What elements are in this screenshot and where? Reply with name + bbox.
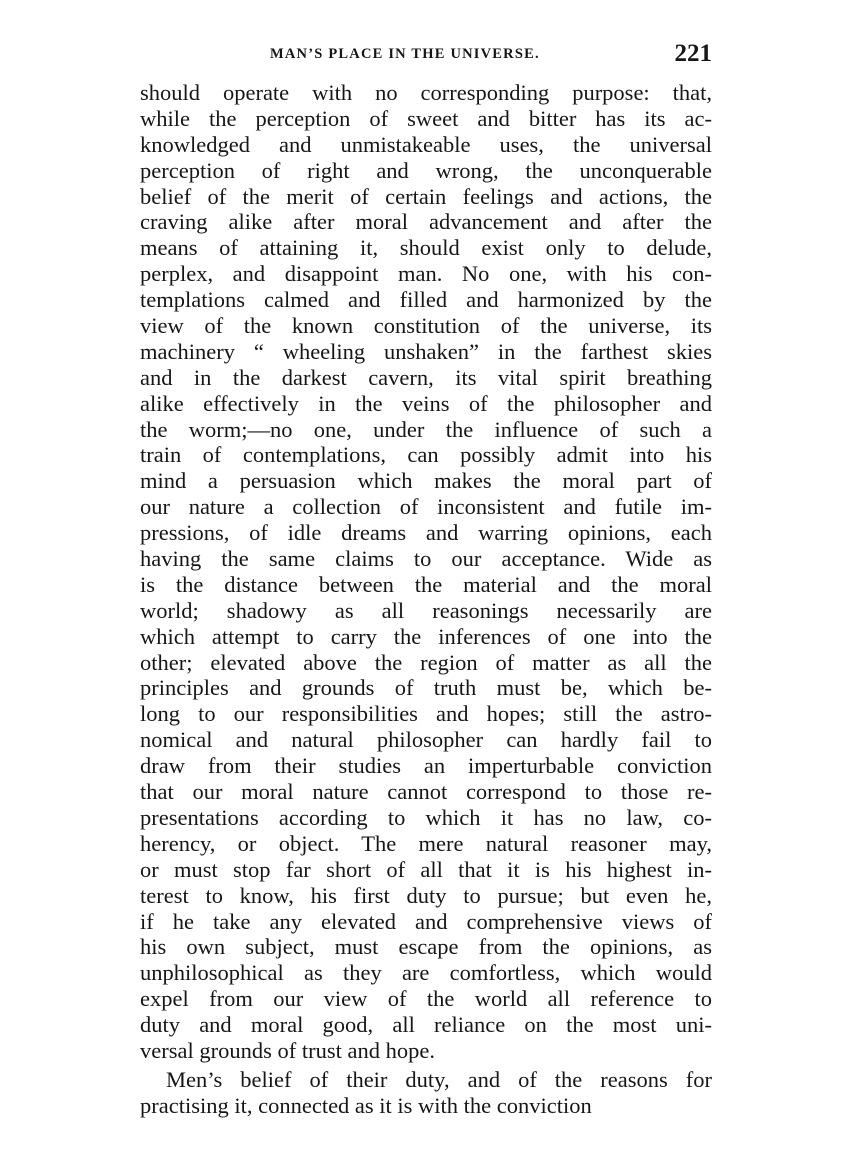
text-line: while the perception of sweet and bitter has its ac- — [140, 105, 712, 131]
text-line: other; elevated above the region of matter as all the — [140, 649, 712, 675]
body-text — [140, 80, 712, 1119]
text-line: belief of the merit of certain feelings and actions, the — [140, 183, 712, 209]
text-line: mind a persuasion which makes the moral part of — [140, 468, 712, 494]
text-line: world; shadowy as all reasonings necessarily are — [140, 597, 712, 623]
text-line: train of contemplations, can possibly admit into his — [140, 442, 712, 468]
text-line: his own subject, must escape from the opinions, as — [140, 934, 712, 960]
text-line: the worm;—no one, under the influence of such a — [140, 416, 712, 442]
text-line: means of attaining it, should exist only to delude, — [140, 235, 712, 261]
text-line: perplex, and disappoint man. No one, with his con- — [140, 261, 712, 287]
text-line: presentations according to which it has no law, co- — [140, 804, 712, 830]
text-line: machinery “ wheeling unshaken” in the farthest skies — [140, 338, 712, 364]
text-line: herency, or object. The mere natural reasoner may, — [140, 830, 712, 856]
text-line: pressions, of idle dreams and warring opinions, each — [140, 520, 712, 546]
text-line: craving alike after moral advancement and after the — [140, 209, 712, 235]
text-line: or must stop far short of all that it is his highest in- — [140, 856, 712, 882]
text-line: terest to know, his first duty to pursue; but even he, — [140, 882, 712, 908]
text-line: and in the darkest cavern, its vital spirit breathing — [140, 364, 712, 390]
text-line: long to our responsibilities and hopes; still the astro- — [140, 701, 712, 727]
text-line: which attempt to carry the inferences of one into the — [140, 623, 712, 649]
text-line: view of the known constitution of the universe, its — [140, 313, 712, 339]
text-line: that our moral nature cannot correspond to those re- — [140, 779, 712, 805]
text-line: duty and moral good, all reliance on the most uni- — [140, 1012, 712, 1038]
text-line: having the same claims to our acceptance. Wide as — [140, 546, 712, 572]
text-line: draw from their studies an imperturbable conviction — [140, 753, 712, 779]
text-line: should operate with no corresponding purpose: that, — [140, 80, 712, 105]
paragraph — [140, 80, 712, 1064]
text-line: nomical and natural philosopher can hardly fail to — [140, 727, 712, 753]
page-number: 221 — [674, 40, 712, 67]
text-line: knowledged and unmistakeable uses, the universal — [140, 131, 712, 157]
text-line: templations calmed and filled and harmonized by the — [140, 287, 712, 313]
text-line: versal grounds of trust and hope. — [140, 1037, 435, 1063]
text-line: is the distance between the material and the moral — [140, 571, 712, 597]
text-line: alike effectively in the veins of the philosopher and — [140, 390, 712, 416]
text-line: principles and grounds of truth must be, which be- — [140, 675, 712, 701]
text-line: expel from our view of the world all reference to — [140, 986, 712, 1012]
text-line: perception of right and wrong, the unconquerable — [140, 157, 712, 183]
paragraph — [140, 1067, 712, 1119]
running-title: MAN’S PLACE IN THE UNIVERSE. — [270, 46, 540, 62]
text-line: practising it, connected as it is with the conviction — [140, 1092, 592, 1118]
running-head — [140, 40, 712, 70]
text-line: Men’s belief of their duty, and of the reasons for — [166, 1066, 712, 1092]
text-line: our nature a collection of inconsistent and futile im- — [140, 494, 712, 520]
text-line: if he take any elevated and comprehensive views of — [140, 908, 712, 934]
text-line: unphilosophical as they are comfortless, which would — [140, 960, 712, 986]
